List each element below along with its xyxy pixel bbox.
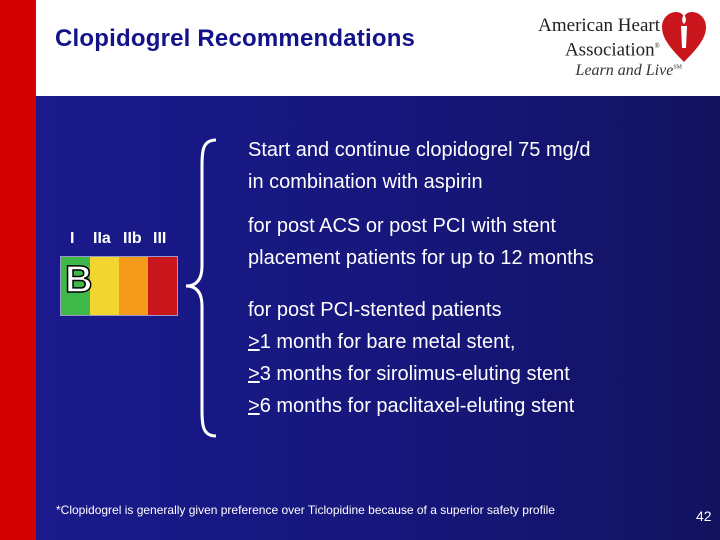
level-of-evidence: B [65, 259, 93, 301]
page-number: 42 [696, 508, 712, 524]
class-label-iii: III [153, 230, 167, 247]
ge-symbol: > [248, 363, 260, 385]
class-label-iia: IIa [93, 230, 111, 247]
class-label-iib: IIb [123, 230, 142, 247]
item3-line4-text: 6 months for paclitaxel-eluting stent [259, 395, 575, 417]
item2-line1: for post ACS or post PCI with stent [248, 215, 556, 237]
class-iib-cell [119, 257, 148, 315]
ge-symbol: > [248, 395, 260, 417]
aha-name [538, 16, 660, 60]
trademark-mark: SM [673, 64, 682, 71]
aha-name-line1: American Heart [538, 15, 660, 36]
left-accent-strip [0, 0, 36, 540]
footnote: *Clopidogrel is generally given preference over Ticlopidine because of a superior safety profile [56, 503, 555, 517]
item1-line2: in combination with aspirin [248, 171, 483, 193]
item2-line2: placement patients for up to 12 months [248, 247, 594, 269]
curly-brace [182, 138, 232, 438]
recommendation-class-labels [64, 230, 176, 252]
item3-line2-text: 1 month for bare metal stent, [259, 331, 516, 353]
class-iia-cell [90, 257, 119, 315]
recommendation-item-2 [248, 210, 594, 274]
slide-title: Clopidogrel Recommendations [55, 25, 416, 52]
heart-torch-icon [660, 8, 708, 64]
ge-symbol: > [248, 331, 260, 353]
aha-name-line2: Association [564, 39, 655, 61]
recommendation-item-1 [248, 134, 590, 198]
item3-line4 [248, 390, 574, 422]
item3-line3-text: 3 months for sirolimus-eluting stent [259, 363, 570, 385]
registered-mark: ® [654, 42, 660, 50]
item3-line3 [248, 358, 574, 390]
aha-tagline [560, 62, 682, 80]
class-iii-cell [148, 257, 177, 315]
item3-line2 [248, 326, 574, 358]
class-label-i: I [70, 230, 75, 247]
aha-tagline-text: Learn and Live [575, 62, 674, 79]
item3-line1: for post PCI-stented patients [248, 299, 502, 321]
item1-line1: Start and continue clopidogrel 75 mg/d [248, 139, 591, 161]
recommendation-item-3 [248, 294, 574, 422]
